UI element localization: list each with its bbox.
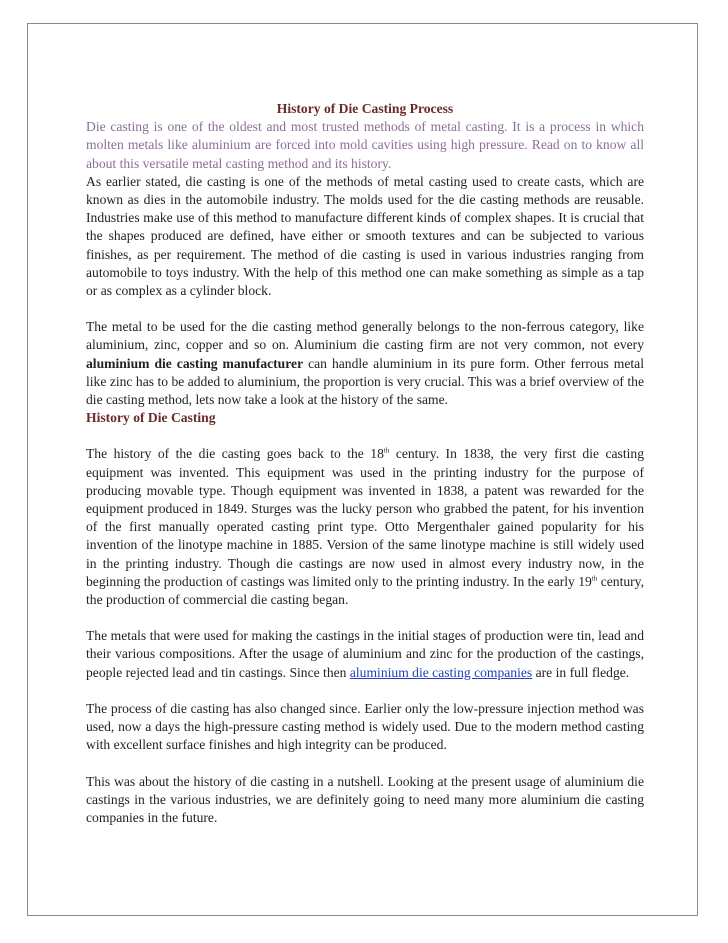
metals-used-text-2: are in full fledge. (532, 664, 630, 680)
history-text-2: century. In 1838, the very first die casting equipment was invented. This equipment was used in the printing industry for the purpose of producing movable type. Though equipment was invented in 1838, a patent was rewarded for the equipment produced in 1849. Sturges was the lucky person who grabbed the patent, for his invention of the first manually operated casting print type. Otto Mergenthaler gained popularity for his invention of the linotype machine in 1885. Version of the same linotype machine is still widely used in the printing industry. Though die castings are now used in almost every industry now, in the beginning the production of castings was limited only to the printing industry. In the early 19 (86, 446, 644, 589)
link-aluminium-die-casting-companies[interactable]: aluminium die casting companies (349, 664, 533, 680)
document-title: History of Die Casting Process (276, 101, 454, 116)
document-body (86, 100, 644, 845)
history-text-1: The history of the die casting goes back to the 18 (86, 446, 384, 462)
history-text-3: century, the production of commercial die casting began. (86, 573, 644, 608)
paragraph-metals-text-2: can handle aluminium in its pure form. Other ferrous metal like zinc has to be added to aluminium, the proportion is very crucial. This was a brief overview of the die casting method, lets now take a look at the history of the same. (86, 355, 644, 408)
metals-used-text-1: The metals that were used for making the castings in the initial stages of production were tin, lead and their various compositions. After the usage of aluminium and zinc for the production of the castings, people rejected lead and tin castings. Since then (86, 628, 644, 680)
paragraph-metals (86, 318, 644, 409)
intro-paragraph: Die casting is one of the oldest and most trusted methods of metal casting. It is a process in which molten metals like aluminium are forced into mold cavities using high pressure. Read on to know all about this versatile metal casting method and its history. (86, 119, 644, 171)
superscript-th: th (591, 574, 598, 583)
paragraph-metals-text-1: The metal to be used for the die casting method generally belongs to the non-ferrous category, like aluminium, zinc, copper and so on. Aluminium die casting firm are not very common, not every (86, 319, 644, 353)
paragraph-process-change: The process of die casting has also changed since. Earlier only the low-pressure injection method was used, now a days the high-pressure casting method is widely used. Due to the modern method casting with excellent surface finishes and high integrity can be produced. (86, 700, 644, 753)
paragraph-conclusion: This was about the history of die casting in a nutshell. Looking at the present usage of aluminium die castings in the various industries, we are definitely going to need many more aluminium die casting companies in the future. (86, 773, 644, 825)
superscript-th: th (383, 446, 390, 455)
section-heading-history: History of Die Casting (86, 410, 216, 426)
paragraph-history (86, 445, 644, 609)
paragraph-die-casting-overview: As earlier stated, die casting is one of the methods of metal casting used to create casts, which are known as dies in the automobile industry. The molds used for the die casting methods are reusable. Industries make use of this method to manufacture different kinds of complex shapes. It is crucial that the shapes produced are defined, have either or smooth textures and can be subjected to various finishes, as per requirement. The method of die casting is used in various industries ranging from automobile to toys industry. With the help of this method one can make something as simple as a tap or as complex as a cylinder block. (86, 173, 644, 299)
paragraph-metals-used (86, 627, 644, 682)
bold-term-manufacturer: aluminium die casting manufacturer (86, 355, 304, 371)
